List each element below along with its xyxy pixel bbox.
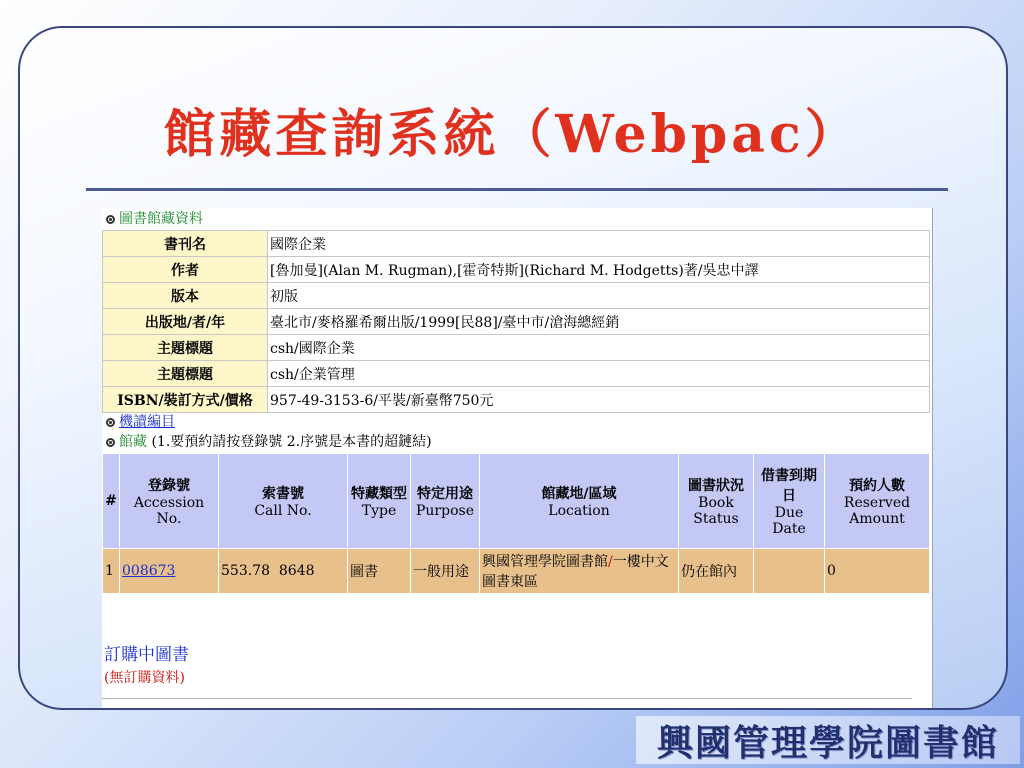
field-label: 主題標題 (103, 361, 268, 387)
holdings-note: (1.要預約請按登錄號 2.序號是本書的超鏈結) (151, 434, 432, 450)
col-location: 館藏地/區域 Location (480, 454, 679, 549)
bullet-icon (106, 418, 115, 427)
field-value: csh/企業管理 (268, 361, 930, 387)
library-logo: 興國管理學院圖書館 (636, 716, 1020, 764)
holdings-row (103, 549, 930, 594)
cell-call-no: 553.78 8648 (219, 549, 348, 594)
field-label: 版本 (103, 283, 268, 309)
slide-title: 館藏查詢系統（Webpac） (163, 104, 861, 165)
bullet-icon (106, 438, 115, 447)
holdings-header-row (103, 454, 930, 549)
on-order-note: (無訂購資料) (104, 670, 185, 686)
table-row (103, 361, 930, 387)
col-purpose: 特定用途 Purpose (411, 454, 480, 549)
table-row (103, 231, 930, 257)
table-row (103, 387, 930, 413)
cell-reserved: 0 (825, 549, 930, 594)
col-call-no: 索書號 Call No. (219, 454, 348, 549)
col-type: 特藏類型 Type (348, 454, 411, 549)
on-order-section (104, 640, 189, 687)
section-title: 圖書館藏資料 (119, 211, 203, 227)
section-header-holdings-info (102, 208, 930, 230)
on-order-title: 訂購中圖書 (104, 645, 189, 665)
field-label: 出版地/者/年 (103, 309, 268, 335)
col-status: 圖書狀況 Book Status (679, 454, 754, 549)
col-due: 借書到期日 Due Date (754, 454, 825, 549)
table-row (103, 309, 930, 335)
holdings-table (102, 453, 930, 594)
table-row (103, 257, 930, 283)
field-value: 957-49-3153-6/平裝/新臺幣750元 (268, 387, 930, 413)
accession-link[interactable]: 008673 (122, 563, 176, 579)
holdings-title: 館藏 (119, 434, 147, 450)
cell-num: 1 (103, 549, 120, 594)
field-label: 主題標題 (103, 335, 268, 361)
marc-link[interactable]: 機讀編目 (119, 414, 175, 430)
cell-location: 興國管理學院圖書館/一樓中文圖書東區 (480, 549, 679, 594)
bullet-icon (106, 215, 115, 224)
col-accession: 登錄號 Accession No. (120, 454, 219, 549)
bibliographic-table (102, 230, 930, 413)
field-value: 國際企業 (268, 231, 930, 257)
table-row (103, 335, 930, 361)
marc-row (102, 413, 930, 431)
table-row (103, 283, 930, 309)
field-value: 初版 (268, 283, 930, 309)
field-label: 書刊名 (103, 231, 268, 257)
field-label: 作者 (103, 257, 268, 283)
cell-accession (120, 549, 219, 594)
field-value: 臺北市/麥格羅希爾出版/1999[民88]/臺中市/滄海總經銷 (268, 309, 930, 335)
col-reserved: 預約人數 Reserved Amount (825, 454, 930, 549)
cell-type: 圖書 (348, 549, 411, 594)
field-label: ISBN/裝訂方式/價格 (103, 387, 268, 413)
col-num: # (103, 454, 120, 549)
field-value: csh/國際企業 (268, 335, 930, 361)
title-divider (86, 188, 948, 191)
page-divider (102, 698, 912, 699)
cell-due (754, 549, 825, 594)
cell-purpose: 一般用途 (411, 549, 480, 594)
holdings-header (102, 431, 930, 453)
field-value: [魯加曼](Alan M. Rugman),[霍奇特斯](Richard M. Hodgetts)著/吳忠中譯 (268, 257, 930, 283)
cell-status: 仍在館內 (679, 549, 754, 594)
webpac-page (102, 208, 933, 708)
